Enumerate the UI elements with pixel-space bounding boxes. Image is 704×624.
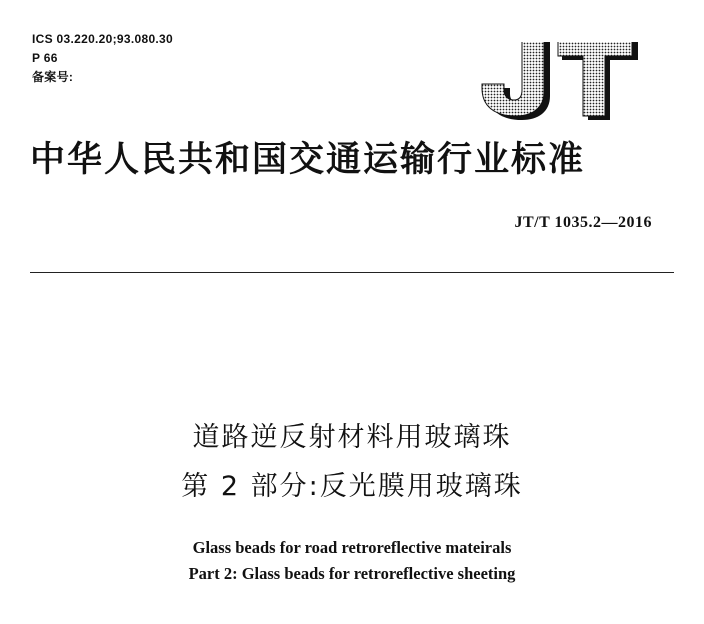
english-title-line-2: Part 2: Glass beads for retroreflective sheeting bbox=[188, 564, 516, 583]
chinese-title-line-2: 第 2 部分:反光膜用玻璃珠 bbox=[181, 471, 523, 502]
jt-logo bbox=[478, 42, 638, 120]
classification-block bbox=[32, 30, 173, 87]
english-title-line-1: Glass beads for road retroreflective mateirals bbox=[192, 538, 512, 557]
record-number-label: 备案号: bbox=[32, 70, 74, 84]
ccs-code: P 66 bbox=[32, 51, 58, 65]
chinese-title-line-1: 道路逆反射材料用玻璃珠 bbox=[192, 422, 512, 453]
standard-number: JT/T 1035.2—2016 bbox=[514, 214, 652, 231]
ics-code: ICS 03.220.20;93.080.30 bbox=[32, 32, 174, 46]
organization-title: 中华人民共和国交通运输行业标准 bbox=[30, 140, 586, 180]
header-divider bbox=[30, 272, 674, 273]
